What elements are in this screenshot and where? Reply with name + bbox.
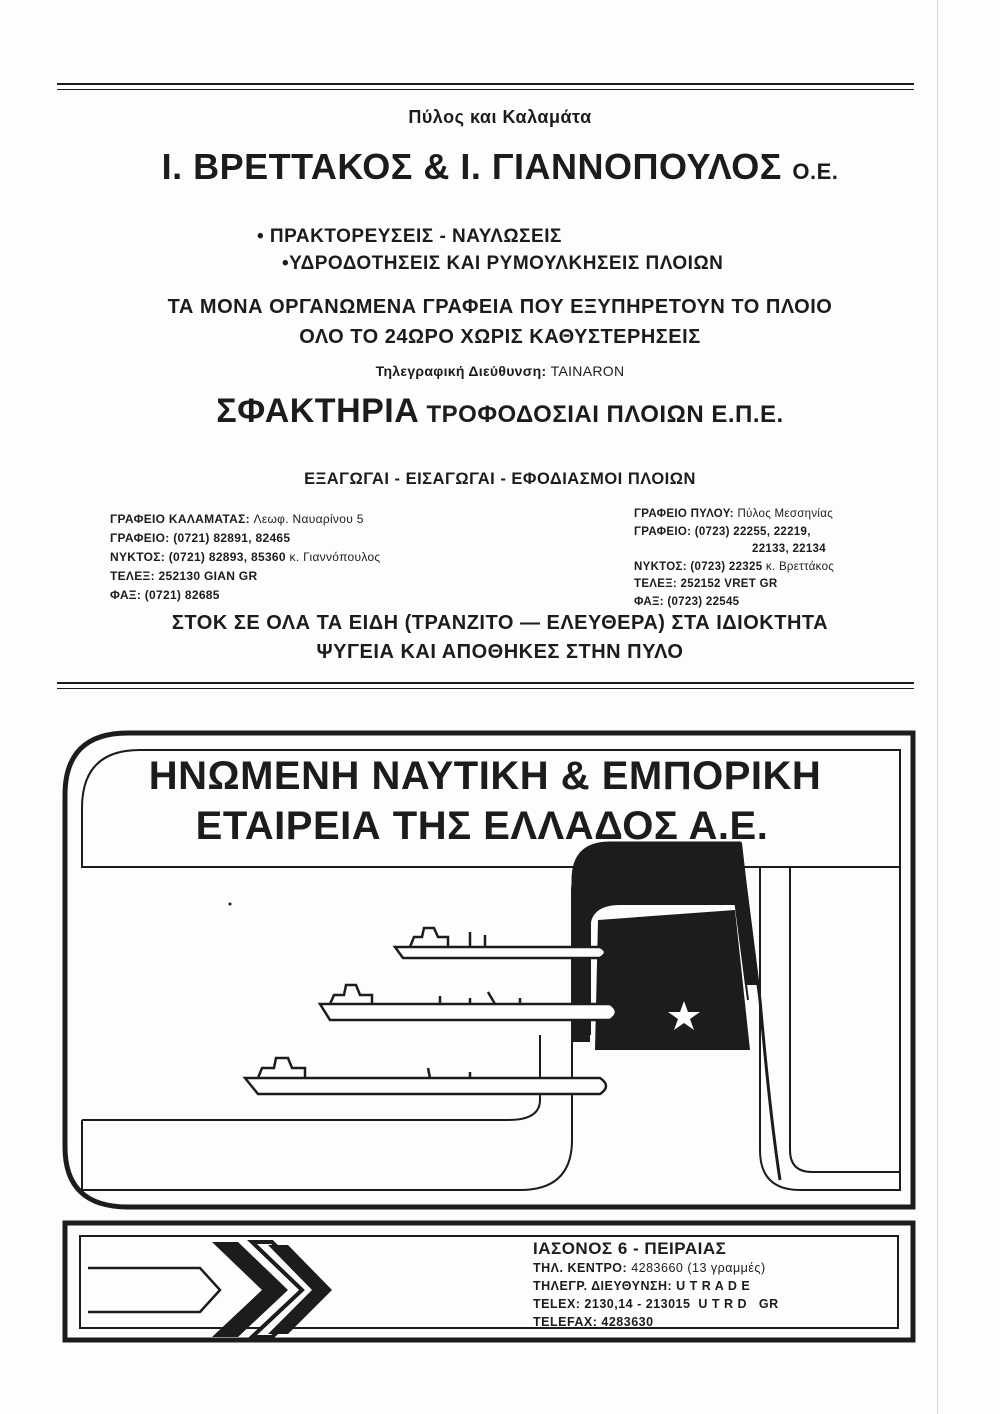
pylos-night-label: ΝΥΚΤΟΣ:	[634, 560, 687, 573]
pylos-office-value: Πύλος Μεσσηνίας	[737, 508, 834, 520]
location-heading: Πύλος και Καλαμάτα	[408, 107, 592, 127]
pylos-fax: ΦΑΞ: (0723) 22545	[634, 595, 740, 608]
address-phone-label: ΤΗΛ. ΚΕΝΤΡΟ:	[533, 1261, 628, 1275]
address-telex: TELEX: 2130,14 - 213015 U T R D GR	[533, 1297, 779, 1311]
address-telegram-label: ΤΗΛΕΓΡ. ΔΙΕΥΘΥΝΣΗ:	[533, 1279, 673, 1293]
kalamata-night-label: ΝΥΚΤΟΣ:	[110, 550, 166, 564]
arrow-outline-icon	[88, 1268, 220, 1312]
pylos-night-contact: κ. Βρεττάκος	[765, 560, 835, 573]
kalamata-phone-value: (0721) 82891, 82465	[173, 531, 291, 545]
stock-line-2: ΨΥΓΕΙΑ ΚΑΙ ΑΠΟΘΗΚΕΣ ΣΤΗΝ ΠΥΛΟ	[316, 641, 684, 663]
address-box-outer	[65, 1223, 913, 1340]
kalamata-fax: ΦΑΞ: (0721) 82685	[110, 588, 220, 602]
address-phone-value: 4283660 (13 γραμμές)	[631, 1261, 766, 1275]
ad2-title-line-2: ΕΤΑΙΡΕΙΑ ΤΗΣ ΕΛΛΑΔΟΣ Α.Ε.	[195, 804, 769, 848]
address-telegram-value: U T R A D E	[676, 1279, 751, 1293]
telegraph-value: TAINARON	[550, 363, 625, 379]
claim-line-1: ΤΑ ΜΟΝΑ ΟΡΓΑΝΩΜΕΝΑ ΓΡΑΦΕΙΑ ΠΟΥ ΕΞΥΠΗΡΕΤΟΥΝ ΤΟ ΠΛΟΙΟ	[167, 296, 833, 318]
claim-line-2: ΟΛΟ ΤΟ 24ΩΡΟ ΧΩΡΙΣ ΚΑΘΥΣΤΕΡΗΣΕΙΣ	[299, 326, 701, 348]
address-telefax: TELEFAX: 4283630	[533, 1315, 654, 1329]
kalamata-office-value: Λεωφ. Ναυαρίνου 5	[253, 512, 364, 526]
address-text	[533, 1238, 779, 1331]
pylos-telex: ΤΕΛΕΞ: 252152 VRET GR	[634, 578, 778, 590]
kalamata-night-value: (0721) 82893, 85360	[168, 550, 286, 564]
pylos-night-value: (0723) 22325	[690, 560, 763, 573]
ad2-title-line-1: ΗΝΩΜΕΝΗ ΝΑΥΤΙΚΗ & ΕΜΠΟΡΙΚΗ	[148, 754, 822, 798]
telegraph-label: Τηλεγραφική Διεύθυνση:	[375, 363, 547, 379]
address-telegram	[533, 1277, 779, 1295]
pylos-phone-label: ΓΡΑΦΕΙΟ:	[634, 525, 692, 538]
subsidiary-rest: ΤΡΟΦΟΔΟΣΙΑΙ ΠΛΟΙΩΝ Ε.Π.Ε.	[426, 401, 784, 428]
address-street: ΙΑΣΟΝΟΣ 6 - ΠΕΙΡΑΙΑΣ	[533, 1239, 727, 1258]
subsidiary-name: ΣΦΑΚΤΗΡΙΑ	[216, 392, 420, 430]
pylos-phone-value-2: 22133, 22134	[752, 543, 826, 555]
kalamata-night-contact: κ. Γιαννόπουλος	[289, 550, 381, 564]
service-chartering: • ΠΡΑΚΤΟΡΕΥΣΕΙΣ - ΝΑΥΛΩΣΕΙΣ	[257, 226, 562, 247]
kalamata-office-label: ΓΡΑΦΕΙΟ ΚΑΛΑΜΑΤΑΣ:	[110, 512, 250, 526]
company-name-main: Ι. ΒΡΕΤΤΑΚΟΣ & Ι. ΓΙΑΝΝΟΠΟΥΛΟΣ	[161, 146, 782, 187]
pylos-phone-value: (0723) 22255, 22219,	[694, 525, 811, 538]
pylos-office-label: ΓΡΑΦΕΙΟ ΠΥΛΟΥ:	[634, 508, 734, 520]
kalamata-phone-label: ΓΡΑΦΕΙΟ:	[110, 531, 170, 545]
company-suffix: Ο.Ε.	[792, 159, 839, 184]
trade-line: ΕΞΑΓΩΓΑΙ - ΕΙΣΑΓΩΓΑΙ - ΕΦΟΔΙΑΣΜΟΙ ΠΛΟΙΩΝ	[304, 470, 696, 488]
service-water-towing: •ΥΔΡΟΔΟΤΗΣΕΙΣ ΚΑΙ ΡΥΜΟΥΛΚΗΣΕΙΣ ΠΛΟΙΩΝ	[282, 253, 724, 274]
kalamata-telex: ΤΕΛΕΞ: 252130 GIAN GR	[110, 569, 258, 583]
address-phone	[533, 1259, 779, 1277]
stock-line-1: ΣΤΟΚ ΣΕ ΟΛΑ ΤΑ ΕΙΔΗ (ΤΡΑΝΖΙΤΟ — ΕΛΕΥΘΕΡΑ) ΣΤΑ ΙΔΙΟΚΤΗΤΑ	[171, 612, 829, 634]
